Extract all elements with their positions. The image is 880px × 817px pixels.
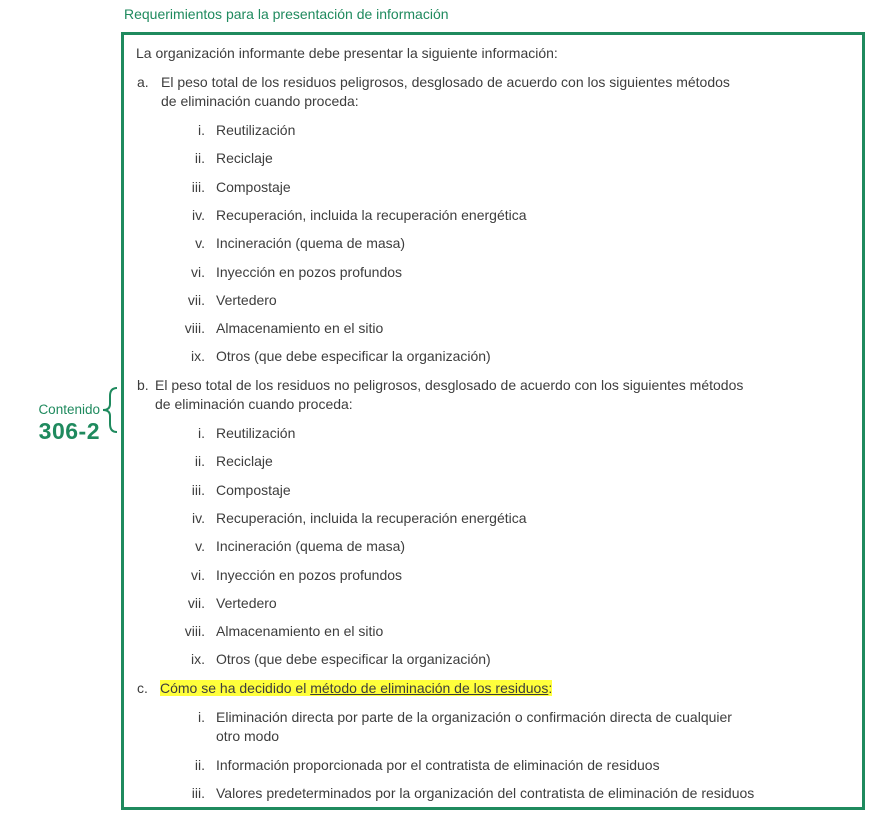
sub-item-marker: ii. xyxy=(194,453,205,470)
sub-item-marker: i. xyxy=(198,709,205,725)
item-a-text: El peso total de los residuos peligrosos, desglosado de acuerdo con los siguientes métodos xyxy=(161,74,730,90)
sub-item-text: Compostaje xyxy=(216,178,291,195)
item-c-text-post: : xyxy=(548,680,553,696)
sub-item-marker: vii. xyxy=(187,594,205,611)
sub-item-text: Vertedero xyxy=(216,594,277,611)
sub-item-marker: iii. xyxy=(191,481,205,498)
sub-item-text: Reutilización xyxy=(216,122,296,138)
disclosure-code: 306-2 xyxy=(38,418,100,444)
sub-item-marker: i. xyxy=(198,122,205,138)
sub-item-text: Vertedero xyxy=(216,291,277,308)
sub-item-marker: iv. xyxy=(192,206,205,223)
sub-item-text: Reciclaje xyxy=(216,150,273,167)
item-b-marker: b. xyxy=(137,377,149,393)
sub-item-marker: ii. xyxy=(194,150,205,167)
sub-item-marker: ix. xyxy=(191,348,205,365)
item-c-text-underlined: método de eliminación de los residuos xyxy=(310,680,549,696)
sub-item-marker: ii. xyxy=(194,756,205,773)
intro-text: La organización informante debe presentar la siguiente información: xyxy=(136,45,558,61)
disclosure-label: Contenido xyxy=(38,402,100,417)
sub-item-text: Valores predeterminados por la organización del contratista de eliminación de residuos xyxy=(216,785,755,801)
sub-item-text: Información proporcionada por el contratista de eliminación de residuos xyxy=(216,756,660,773)
sub-item-marker: ix. xyxy=(191,651,205,668)
item-a-marker: a. xyxy=(137,74,149,90)
item-b-text: El peso total de los residuos no peligrosos, desglosado de acuerdo con los siguientes métodos xyxy=(155,377,744,393)
sub-item-text: Incineración (quema de masa) xyxy=(216,235,406,252)
sub-item-marker: iv. xyxy=(192,509,205,526)
sub-item-text: Eliminación directa por parte de la organización o confirmación directa de cualquier xyxy=(216,709,732,725)
sub-item-marker: viii. xyxy=(184,320,205,337)
sub-item-text: Otros (que debe especificar la organización) xyxy=(216,651,491,668)
sub-item-text: Reciclaje xyxy=(216,453,273,470)
sub-item-marker: vii. xyxy=(187,291,205,308)
sub-item-marker: viii. xyxy=(184,623,205,640)
section-title: Requerimientos para la presentación de información xyxy=(124,6,449,22)
sub-item-text: Otros (que debe especificar la organización) xyxy=(216,348,491,365)
item-c-text xyxy=(160,679,552,697)
sub-item-text: Recuperación, incluida la recuperación energética xyxy=(216,509,527,526)
sub-item-text: Almacenamiento en el sitio xyxy=(216,623,384,640)
curly-brace-icon xyxy=(100,386,120,434)
sub-item-text: Almacenamiento en el sitio xyxy=(216,320,384,337)
item-b-text-cont: de eliminación cuando proceda: xyxy=(155,396,353,412)
sub-item-marker: v. xyxy=(195,235,205,252)
sub-item-marker: iii. xyxy=(191,785,205,801)
sub-item-text: Inyección en pozos profundos xyxy=(216,263,403,280)
sub-item-text: Compostaje xyxy=(216,481,291,498)
sub-item-marker: v. xyxy=(195,538,205,555)
item-c-marker: c. xyxy=(137,680,148,696)
sub-item-text-cont: otro modo xyxy=(216,728,280,744)
sub-item-marker: vi. xyxy=(191,566,205,583)
sub-item-text: Inyección en pozos profundos xyxy=(216,566,403,583)
sub-item-marker: iii. xyxy=(191,178,205,195)
item-c-text-pre: Cómo se ha decidido el xyxy=(160,680,311,696)
sub-item-text: Reutilización xyxy=(216,425,296,441)
sub-item-text: Incineración (quema de masa) xyxy=(216,538,406,555)
sub-item-text: Recuperación, incluida la recuperación energética xyxy=(216,206,527,223)
sub-item-marker: vi. xyxy=(191,263,205,280)
sub-item-marker: i. xyxy=(198,425,205,441)
item-a-text-cont: de eliminación cuando proceda: xyxy=(161,93,359,109)
